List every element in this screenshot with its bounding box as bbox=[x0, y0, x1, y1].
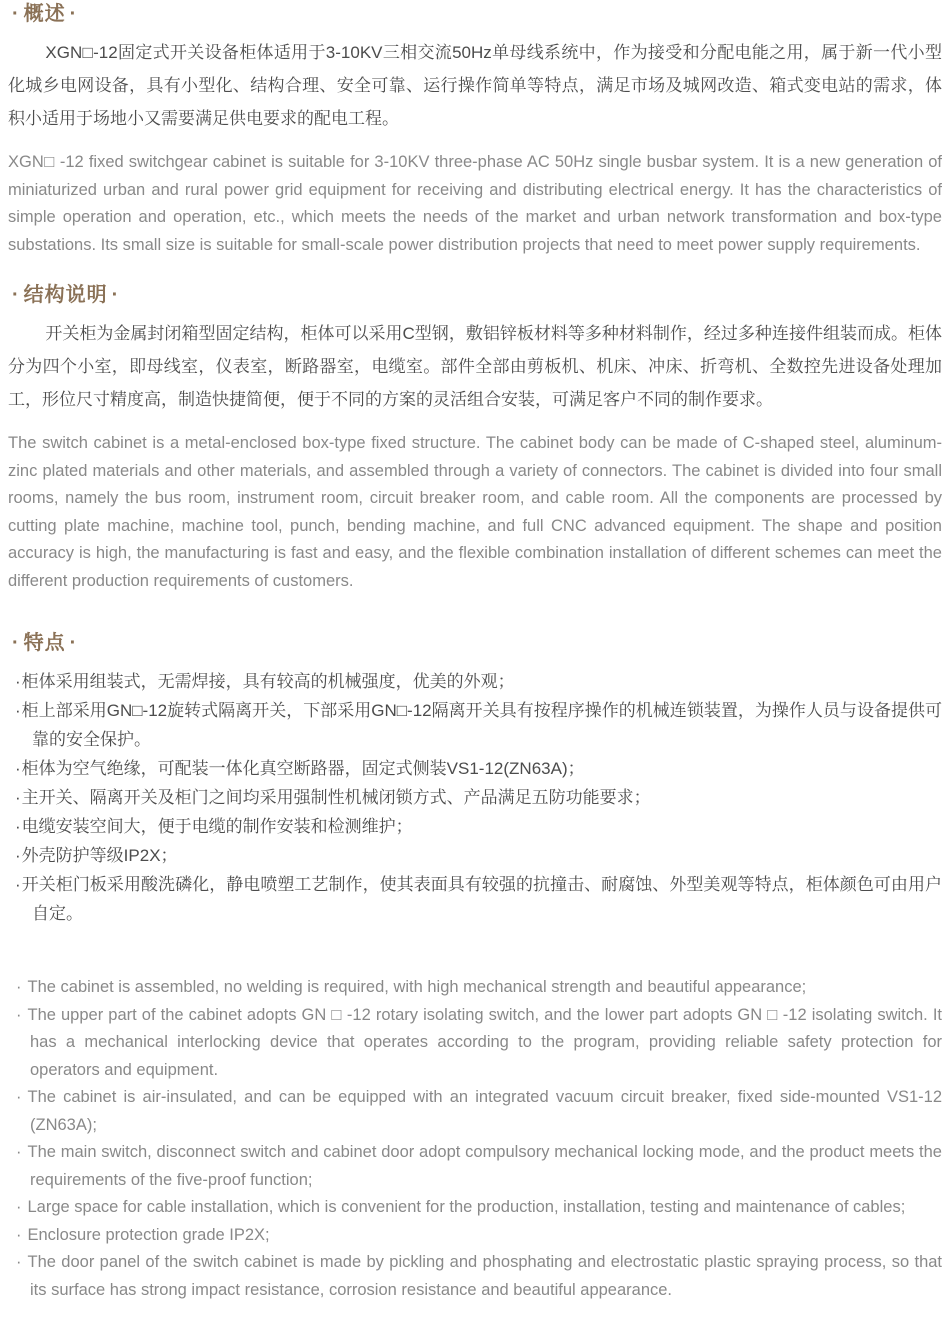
bullet-dot-icon: · bbox=[16, 1198, 22, 1216]
feature-item-text: 开关柜门板采用酸洗磷化，静电喷塑工艺制作，使其表面具有较强的抗撞击、耐腐蚀、外型美观等特点，柜体颜色可由用户自定。 bbox=[21, 875, 942, 923]
header-dot-icon: · bbox=[69, 632, 78, 654]
bullet-dot-icon: · bbox=[16, 1143, 22, 1161]
feature-item-text: The cabinet is air-insulated, and can be equipped with an integrated vacuum circuit breaker, fixed side-mounted VS1-12 (ZN63A); bbox=[27, 1088, 942, 1134]
section-features bbox=[8, 631, 942, 1304]
feature-item-text: 主开关、隔离开关及柜门之间均采用强制性机械闭锁方式、产品满足五防功能要求； bbox=[21, 788, 651, 807]
feature-item-text: Enclosure protection grade IP2X; bbox=[27, 1225, 270, 1244]
feature-item-en bbox=[8, 1249, 942, 1304]
feature-item-text: 柜体为空气绝缘，可配装一体化真空断路器，固定式侧装VS1-12(ZN63A)； bbox=[21, 759, 585, 778]
feature-item-zh bbox=[8, 870, 942, 928]
section-title-structure bbox=[8, 283, 942, 307]
bullet-dot-icon: · bbox=[15, 759, 21, 778]
overview-paragraph-en: XGN□ -12 fixed switchgear cabinet is suitable for 3-10KV three-phase AC 50Hz single busbar system. It is a new generation of miniaturized urban and rural power grid equipment for receiving and distributing electrical energy. It has the characteristics of simple operation and operation, etc., which meets the needs of the market and urban network transformation and box-type substations. Its small size is suitable for small-scale power distribution projects that need to meet power supply requirements. bbox=[8, 153, 942, 254]
features-list-zh bbox=[8, 667, 942, 928]
header-dot-icon: · bbox=[12, 632, 20, 654]
feature-item-zh bbox=[8, 841, 942, 870]
feature-item-text: The cabinet is assembled, no welding is required, with high mechanical strength and beautiful appearance; bbox=[27, 978, 807, 996]
section-structure bbox=[8, 283, 942, 595]
bullet-dot-icon: · bbox=[15, 701, 21, 720]
feature-item-zh bbox=[8, 783, 942, 812]
section-title-overview bbox=[8, 2, 942, 26]
feature-item-text: Large space for cable installation, which is convenient for the production, installation, testing and maintenance of cables; bbox=[27, 1198, 906, 1216]
header-dot-icon: · bbox=[111, 284, 120, 306]
feature-item-en bbox=[8, 1002, 942, 1085]
feature-item-zh bbox=[8, 696, 942, 754]
feature-item-zh bbox=[8, 667, 942, 696]
feature-item-text: 电缆安装空间大，便于电缆的制作安装和检测维护； bbox=[21, 817, 413, 836]
section-title-text: 结构说明 bbox=[23, 284, 108, 306]
feature-item-en bbox=[8, 1084, 942, 1139]
structure-paragraph-zh: 开关柜为金属封闭箱型固定结构，柜体可以采用C型钢，敷铝锌板材料等多种材料制作，经过多种连接件组装而成。柜体分为四个小室，即母线室，仪表室，断路器室，电缆室。部件全部由剪板机、机床、冲床、折弯机、全数控先进设备处理加工，形位尺寸精度高，制造快捷简便，便于不同的方案的灵活组合安装，可满足客户不同的制作要求。 bbox=[8, 324, 942, 409]
section-overview bbox=[8, 2, 942, 259]
features-list-en bbox=[8, 974, 942, 1304]
header-dot-icon: · bbox=[12, 284, 20, 306]
feature-item-text: 柜上部采用GN□-12旋转式隔离开关，下部采用GN□-12隔离开关具有按程序操作的机械连锁装置，为操作人员与设备提供可靠的安全保护。 bbox=[21, 701, 942, 749]
feature-item-en bbox=[8, 1194, 942, 1222]
section-title-text: 特点 bbox=[23, 632, 66, 654]
feature-item-text: The main switch, disconnect switch and cabinet door adopt compulsory mechanical locking mode, and the product meets the requirements of the five-proof function; bbox=[27, 1143, 942, 1189]
feature-item-text: The door panel of the switch cabinet is made by pickling and phosphating and electrostatic plastic spraying process, so that its surface has strong impact resistance, corrosion resistance and beautiful appearance. bbox=[27, 1253, 942, 1299]
bullet-dot-icon: · bbox=[16, 1088, 22, 1106]
header-dot-icon: · bbox=[69, 3, 78, 25]
header-dot-icon: · bbox=[12, 3, 20, 25]
feature-item-en bbox=[8, 1222, 942, 1250]
bullet-dot-icon: · bbox=[16, 978, 22, 996]
feature-item-en bbox=[8, 974, 942, 1002]
feature-item-text: 外壳防护等级IP2X； bbox=[21, 846, 178, 865]
bullet-dot-icon: · bbox=[15, 817, 21, 836]
feature-item-zh bbox=[8, 812, 942, 841]
feature-item-en bbox=[8, 1139, 942, 1194]
bullet-dot-icon: · bbox=[15, 846, 21, 865]
bullet-dot-icon: · bbox=[16, 1253, 22, 1271]
feature-item-text: 柜体采用组装式，无需焊接，具有较高的机械强度，优美的外观； bbox=[21, 672, 515, 691]
bullet-dot-icon: · bbox=[16, 1225, 22, 1244]
feature-item-zh bbox=[8, 754, 942, 783]
section-title-features bbox=[8, 631, 942, 655]
structure-paragraph-en: The switch cabinet is a metal-enclosed box-type fixed structure. The cabinet body can be made of C-shaped steel, aluminum-zinc plated materials and other materials, and assembled through a variety of connectors. The cabinet is divided into four small rooms, namely the bus room, instrument room, circuit breaker room, and cable room. All the components are processed by cutting plate machine, machine tool, punch, bending machine, and full CNC advanced equipment. The shape and position accuracy is high, the manufacturing is fast and easy, and the flexible combination installation of different schemes can meet the different production requirements of customers. bbox=[8, 434, 942, 590]
bullet-dot-icon: · bbox=[16, 1005, 22, 1024]
bullet-dot-icon: · bbox=[15, 672, 21, 691]
section-title-text: 概述 bbox=[23, 3, 66, 25]
overview-paragraph-zh: XGN□-12固定式开关设备柜体适用于3-10KV三相交流50Hz单母线系统中，作为接受和分配电能之用，属于新一代小型化城乡电网设备，具有小型化、结构合理、安全可靠、运行操作简单等特点，满足市场及城网改造、箱式变电站的需求，体积小适用于场地小又需要满足供电要求的配电工程。 bbox=[8, 43, 942, 128]
bullet-dot-icon: · bbox=[15, 788, 21, 807]
feature-item-text: The upper part of the cabinet adopts GN □ -12 rotary isolating switch, and the lower part adopts GN □ -12 isolating switch. It has a mechanical interlocking device that operates according to the program, providing reliable safety protection for operators and equipment. bbox=[27, 1005, 942, 1079]
bullet-dot-icon: · bbox=[15, 875, 21, 894]
